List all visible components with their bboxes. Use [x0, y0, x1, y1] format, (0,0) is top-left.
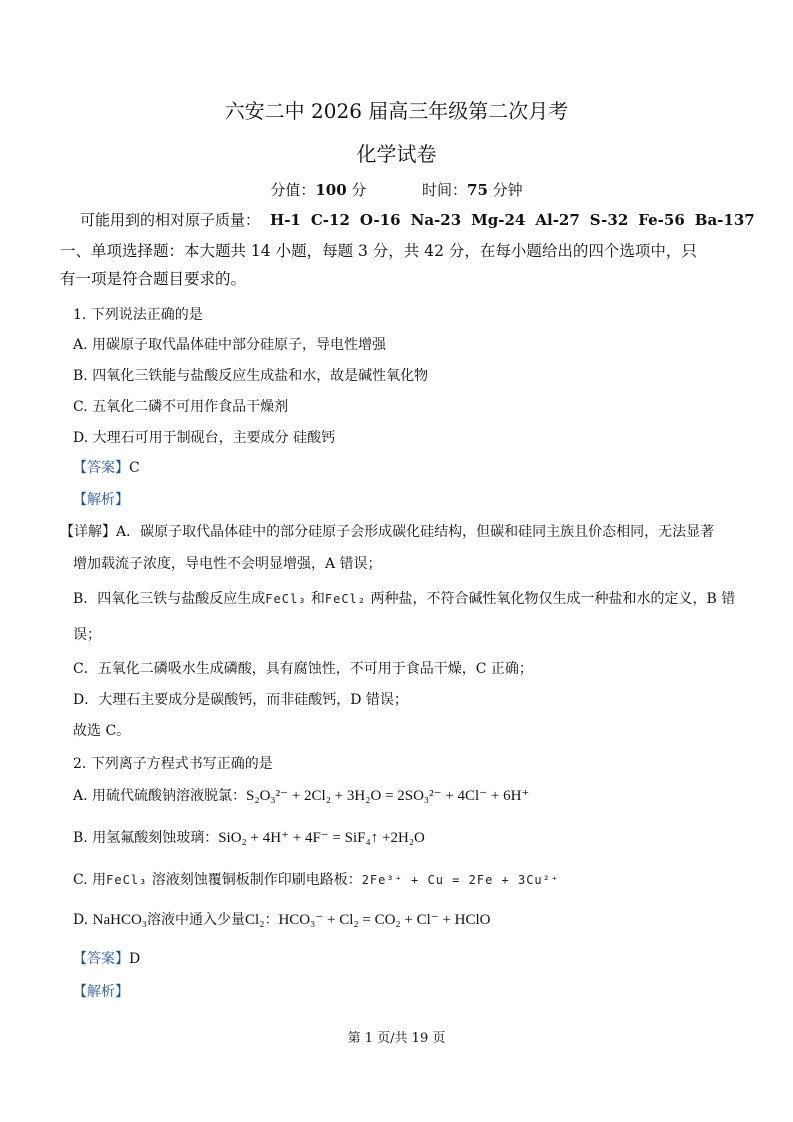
q2-stem: 2. 下列离子方程式书写正确的是	[73, 756, 273, 772]
q1-option-c: C. 五氧化二磷不可用作食品干燥剂	[73, 399, 289, 415]
atomic-mass-item: S-32	[589, 211, 629, 229]
atomic-mass-item: Fe-56	[638, 211, 685, 229]
detail-b-pre: B．四氧化三铁与盐酸反应生成	[73, 591, 266, 607]
q2-analysis-tag: 【解析】	[73, 984, 129, 1000]
q1-stem: 1. 下列说法正确的是	[73, 307, 203, 323]
time-label: 时间：	[422, 181, 468, 199]
q1-answer	[73, 459, 140, 477]
page-footer: 第 1 页/共 19 页	[347, 1031, 446, 1046]
atomic-mass-line	[80, 210, 755, 230]
atomic-mass-label: 可能用到的相对原子质量：	[80, 211, 261, 229]
exam-subtitle: 化学试卷	[356, 142, 437, 166]
q1-option-a: A. 用碳原子取代晶体硅中部分硅原子，导电性增强	[73, 337, 387, 353]
q2-c-text2: 溶液刻蚀覆铜板制作印刷电路板：	[151, 872, 362, 888]
q2-c-equation: 2Fe³⁺ + Cu = 2Fe + 3Cu²⁺	[361, 873, 560, 887]
q2-a-text: A. 用硫代硫酸钠溶液脱氯：	[73, 788, 247, 804]
exam-title: 六安二中 2026 届高三年级第二次月考	[224, 99, 569, 123]
q1-analysis-tag: 【解析】	[73, 492, 129, 508]
section-heading-line2: 有一项是符合题目要求的。	[60, 270, 247, 288]
atomic-mass-items	[260, 211, 755, 229]
q1-detail-b-line1	[73, 590, 735, 608]
answer-tag: 【答案】	[73, 951, 129, 967]
q1-detail-d: D．大理石主要成分是碳酸钙，而非硅酸钙，D 错误；	[73, 692, 408, 708]
q2-answer	[73, 950, 140, 968]
answer-tag: 【答案】	[73, 460, 129, 476]
q1-detail-b-line2: 误；	[73, 627, 101, 643]
q1-detail-a-line1	[60, 523, 714, 541]
atomic-mass-item: H-1	[270, 211, 301, 229]
formula-fecl3-c: FeCl₃	[106, 873, 148, 887]
q2-d-text2: 溶液中通入少量	[147, 912, 246, 928]
section-heading-line1: 一、单项选择题：本大题共 14 小题，每题 3 分，共 42 分，在每小题给出的四个选项中，只	[60, 242, 697, 260]
q2-option-d	[73, 911, 491, 929]
q2-b-equation: SiO₂ + 4H⁺ + 4F⁻ = SiF₄↑ +2H₂O	[218, 830, 425, 846]
formula-cl2: Cl₂	[245, 912, 265, 928]
atomic-mass-item: Na-23	[410, 211, 462, 229]
detail-b-mid: 和	[310, 591, 325, 607]
score-time-line	[0, 180, 793, 200]
q2-a-equation: S₂O₃²⁻ + 2Cl₂ + 3H₂O = 2SO₃²⁻ + 4Cl⁻ + 6H⁺	[246, 788, 530, 804]
formula-fecl2: FeCl₂	[324, 592, 366, 606]
atomic-mass-item: O-16	[359, 211, 401, 229]
detail-b-post: 两种盐，不符合碱性氧化物仅生成一种盐和水的定义，B 错	[370, 591, 736, 607]
q1-option-b: B. 四氧化三铁能与盐酸反应生成盐和水，故是碱性氧化物	[73, 368, 429, 384]
score-unit: 分	[351, 181, 367, 199]
q2-option-b	[73, 829, 425, 847]
detail-tag: 【详解】	[60, 524, 116, 540]
q1-conclusion: 故选 C。	[73, 723, 131, 739]
atomic-mass-item: Al-27	[535, 211, 580, 229]
q2-b-text: B. 用氢氟酸刻蚀玻璃：	[73, 830, 219, 846]
q1-option-d: D. 大理石可用于制砚台，主要成分 硅酸钙	[73, 430, 336, 446]
answer-value: D	[129, 951, 141, 967]
q2-d-text1: D.	[73, 912, 93, 928]
q2-d-equation: HCO₃⁻ + Cl₂ = CO₂ + Cl⁻ + HClO	[278, 912, 491, 928]
q2-c-text1: C. 用	[73, 872, 107, 888]
q2-option-c	[73, 871, 559, 889]
atomic-mass-item: Mg-24	[471, 211, 526, 229]
q2-option-a	[73, 787, 529, 805]
score-value: 100	[315, 181, 347, 199]
time-value: 75	[467, 181, 488, 199]
formula-nahco3: NaHCO₃	[92, 912, 148, 928]
atomic-mass-item: Ba-137	[694, 211, 755, 229]
atomic-mass-item: C-12	[310, 211, 350, 229]
q1-detail-c: C．五氧化二磷吸水生成磷酸，具有腐蚀性，不可用于食品干燥，C 正确；	[73, 661, 533, 677]
detail-a-text: A．碳原子取代晶体硅中的部分硅原子会形成碳化硅结构，但碳和硅同主族且价态相同，无法显著	[116, 524, 715, 540]
score-label: 分值：	[270, 181, 316, 199]
formula-fecl3: FeCl₃	[265, 592, 307, 606]
q2-d-text3: ：	[264, 912, 279, 928]
time-unit: 分钟	[492, 181, 523, 199]
answer-value: C	[129, 460, 140, 476]
q1-detail-a-line2: 增加载流子浓度，导电性不会明显增强，A 错误；	[73, 556, 382, 572]
